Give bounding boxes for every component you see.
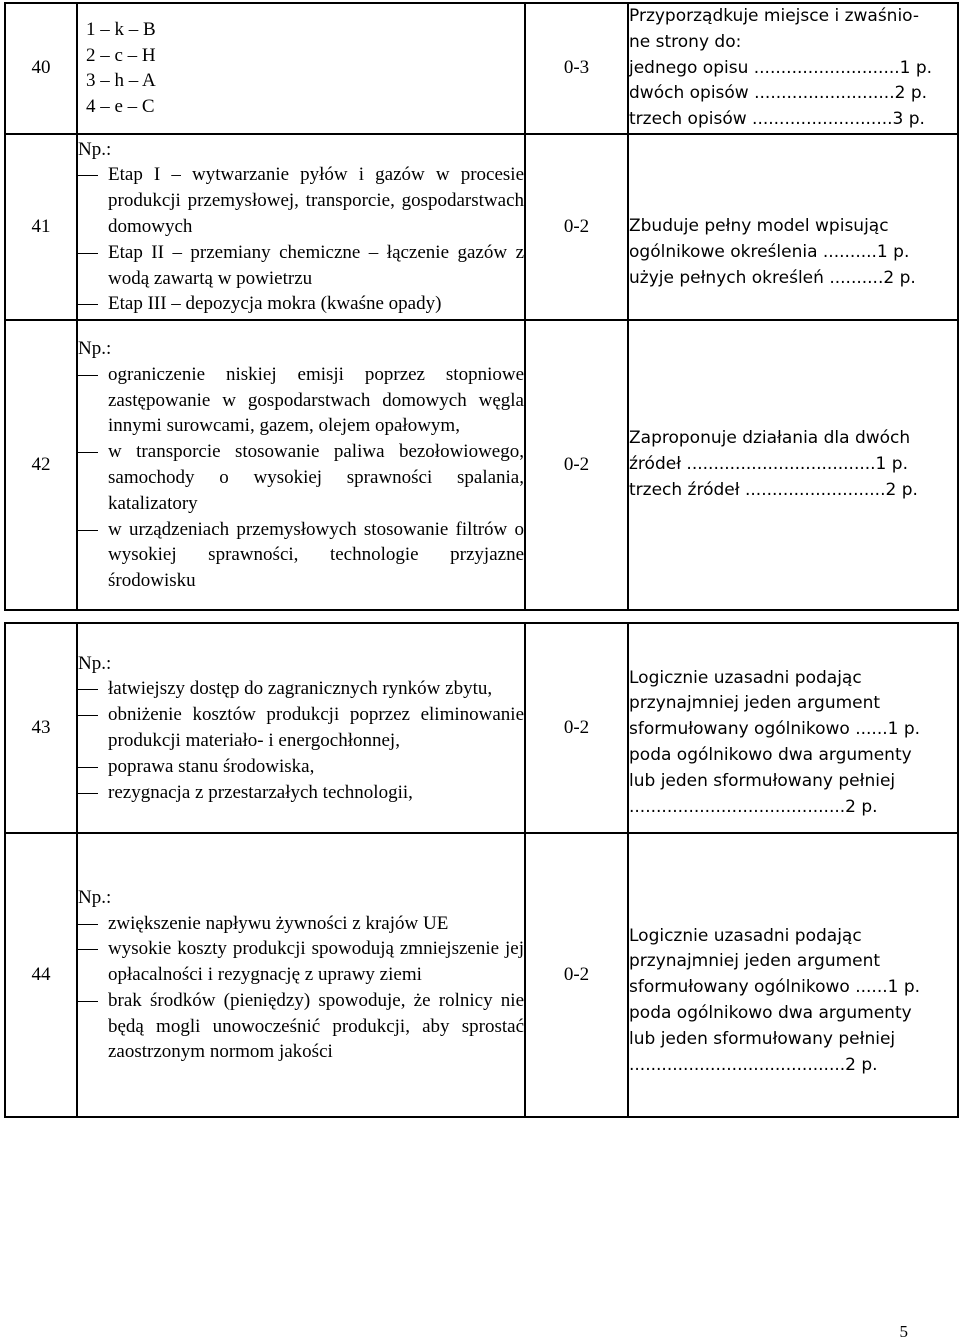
- page-number: 5: [899, 1322, 908, 1341]
- question-number: 44: [5, 833, 77, 1117]
- scoring-table-bottom: [4, 622, 959, 1118]
- answer-cell: [77, 320, 525, 610]
- question-number: 43: [5, 623, 77, 833]
- list-item: w transporcie stosowanie paliwa bezołowiowego, samochody o wysokiej sprawności spalania, katalizatory: [78, 439, 524, 516]
- scoring-criteria: [628, 320, 958, 610]
- scoring-criteria: [628, 3, 958, 134]
- criteria-line: źródeł ...................................1 p.: [629, 454, 908, 475]
- answer-cell: [77, 623, 525, 833]
- criteria-line: poda ogólnikowo dwa argumenty: [629, 745, 912, 765]
- points-range: 0-2: [525, 134, 628, 320]
- scoring-criteria: [628, 623, 958, 833]
- criteria-line: sformułowany ogólnikowo ......1 p.: [629, 719, 921, 740]
- list-item: obniżenie kosztów produkcji poprzez eliminowanie produkcji materiało- i energochłonnej,: [78, 702, 524, 754]
- list-item: Etap I – wytwarzanie pyłów i gazów w procesie produkcji przemysłowej, transporcie, gospodarstwach domowych: [78, 162, 524, 239]
- criteria-line: przynajmniej jeden argument: [629, 951, 881, 972]
- criteria-line: użyje pełnych określeń ..........2 p.: [629, 267, 916, 288]
- criteria-line: Przyporządkuje miejsce i zwaśnio-: [629, 6, 920, 26]
- question-number: 41: [5, 134, 77, 320]
- table-row: [5, 134, 958, 320]
- example-label: Np.:: [78, 138, 112, 160]
- answer-cell: [77, 134, 525, 320]
- criteria-line: ogólnikowe określenia ..........1 p.: [629, 242, 910, 263]
- list-item: Etap III – depozycja mokra (kwaśne opady): [78, 291, 524, 317]
- list-item: w urządzeniach przemysłowych stosowanie filtrów o wysokiej sprawności, technologie przyjazne środowisku: [78, 517, 524, 594]
- points-range: 0-2: [525, 623, 628, 833]
- criteria-line: Logicznie uzasadni podając: [629, 925, 862, 946]
- example-label: Np.:: [78, 886, 112, 908]
- list-item: zwiększenie napływu żywności z krajów UE: [78, 911, 524, 937]
- criteria-line: Zbuduje pełny model wpisując: [629, 216, 889, 237]
- scoring-criteria: [628, 833, 958, 1117]
- criteria-line: trzech opisów ..........................3 p.: [629, 109, 925, 130]
- table-row: [5, 833, 958, 1117]
- criteria-line: poda ogólnikowo dwa argumenty: [629, 1003, 912, 1023]
- criteria-line: przynajmniej jeden argument: [629, 693, 881, 714]
- criteria-line: dwóch opisów ..........................2 p.: [629, 83, 928, 104]
- example-label: Np.:: [78, 652, 112, 674]
- answer-cell: [77, 833, 525, 1117]
- table-row: [5, 623, 958, 833]
- points-range: 0-2: [525, 320, 628, 610]
- criteria-line: Logicznie uzasadni podając: [629, 667, 862, 688]
- table-row: [5, 320, 958, 610]
- criteria-line: lub jeden sformułowany pełniej: [629, 770, 896, 791]
- criteria-line: trzech źródeł ..........................2 p.: [629, 479, 918, 500]
- answer-line: 2 – c – H: [86, 44, 156, 66]
- criteria-line: ne strony do:: [629, 31, 742, 52]
- list-item: ograniczenie niskiej emisji poprzez stopniowe zastępowanie w gospodarstwach domowych węgla innymi surowcami, gazem, olejem opałowym,: [78, 362, 524, 439]
- points-range: 0-2: [525, 833, 628, 1117]
- list-item: poprawa stanu środowiska,: [78, 754, 524, 780]
- criteria-line: sformułowany ogólnikowo ......1 p.: [629, 977, 921, 998]
- question-number: 40: [5, 3, 77, 134]
- scoring-criteria: [628, 134, 958, 320]
- criteria-line: ........................................2 p.: [629, 796, 878, 817]
- criteria-line: ........................................2 p.: [629, 1054, 878, 1075]
- criteria-line: Zaproponuje działania dla dwóch: [629, 428, 911, 449]
- example-label: Np.:: [78, 338, 112, 359]
- points-range: 0-3: [525, 3, 628, 134]
- scoring-table-top: [4, 2, 959, 611]
- criteria-line: jednego opisu ...........................1 p.: [629, 57, 933, 78]
- list-item: wysokie koszty produkcji spowodują zmniejszenie jej opłacalności i rezygnację z uprawy ziemi: [78, 936, 524, 988]
- answer-line: 1 – k – B: [86, 18, 156, 40]
- table-row: [5, 3, 958, 134]
- list-item: łatwiejszy dostęp do zagranicznych rynków zbytu,: [78, 676, 524, 702]
- criteria-line: lub jeden sformułowany pełniej: [629, 1028, 896, 1049]
- list-item: brak środków (pieniędzy) spowoduje, że rolnicy nie będą mogli unowocześnić produkcji, aby sprostać zaostrzonym normom jakości: [78, 988, 524, 1065]
- question-number: 42: [5, 320, 77, 610]
- list-item: Etap II – przemiany chemiczne – łączenie gazów z wodą zawartą w powietrzu: [78, 240, 524, 292]
- answer-line: 4 – e – C: [86, 96, 155, 118]
- answer-cell: [77, 3, 525, 134]
- list-item: rezygnacja z przestarzałych technologii,: [78, 780, 524, 806]
- answer-line: 3 – h – A: [86, 70, 156, 92]
